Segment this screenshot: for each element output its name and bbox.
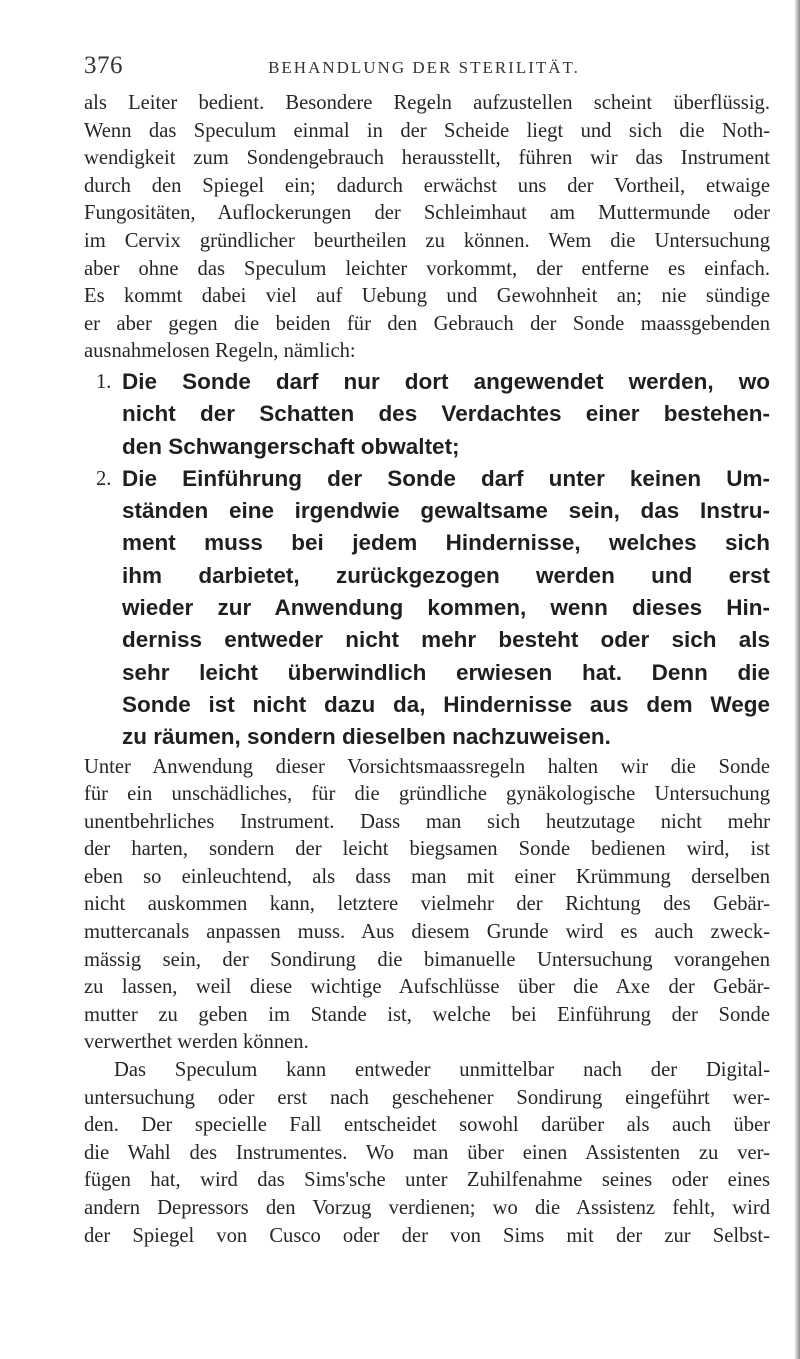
rule-line: Sonde ist nicht dazu da, Hindernisse aus dem Wege (122, 691, 770, 717)
text-line: Fungositäten, Auflockerungen der Schleimhaut am Muttermunde oder (84, 202, 770, 225)
rule-line: sehr leicht überwindlich erwiesen hat. Denn die (122, 659, 770, 685)
page-header (84, 52, 764, 86)
text-line: der Spiegel von Cusco oder der von Sims mit der zur Selbst- (84, 1224, 770, 1247)
rule-line: ment muss bei jedem Hindernisse, welches sich (122, 530, 770, 556)
rule-line: nicht der Schatten des Verdachtes einer bestehen- (122, 401, 770, 427)
text-line: aber ohne das Speculum leichter vorkommt, der entferne es einfach. (84, 257, 770, 280)
running-head: BEHANDLUNG DER STERILITÄT. (268, 58, 580, 77)
text-line: Das Speculum kann entweder unmittelbar nach der Digital- (114, 1059, 770, 1082)
rule-text: Die Einführung der Sonde darf unter keinen Um- (122, 465, 770, 491)
page-number: 376 (84, 52, 123, 79)
rule-line (84, 366, 770, 398)
text-line: fügen hat, wird das Sims'sche unter Zuhilfenahme seines oder eines (84, 1169, 770, 1192)
text-line: unentbehrliches Instrument. Dass man sich heutzutage nicht mehr (84, 810, 770, 833)
rule-line: ständen eine irgendwie gewaltsame sein, das Instru- (122, 498, 770, 524)
rule-line: zu räumen, sondern dieselben nachzuweisen. (122, 724, 611, 750)
text-line: mässig sein, der Sondirung die bimanuelle Untersuchung vorangehen (84, 948, 770, 971)
text-line: untersuchung oder erst nach geschehener Sondirung eingeführt wer- (84, 1086, 770, 1109)
text-line: im Cervix gründlicher beurtheilen zu können. Wem die Untersuchung (84, 229, 770, 252)
rule-line (84, 463, 770, 495)
text-line: durch den Spiegel ein; dadurch erwächst uns der Vortheil, etwaige (84, 174, 770, 197)
page-edge-shadow (794, 0, 800, 1359)
text-line: Unter Anwendung dieser Vorsichtsmaassregeln halten wir die Sonde (84, 755, 770, 778)
text-line: für ein unschädliches, für die gründliche gynäkologische Untersuchung (84, 783, 770, 806)
rule-number: 2. (96, 467, 112, 490)
text-line: Wenn das Speculum einmal in der Scheide liegt und sich die Noth- (84, 119, 770, 142)
text-line: mutter zu geben im Stande ist, welche bei Einführung der Sonde (84, 1003, 770, 1026)
text-line: die Wahl des Instrumentes. Wo man über einen Assistenten zu ver- (84, 1141, 770, 1164)
paragraph-1 (84, 90, 770, 366)
text-line: als Leiter bedient. Besondere Regeln aufzustellen scheint überflüssig. (84, 92, 770, 114)
paragraph-3 (84, 1057, 770, 1250)
text-line: verwerthet werden können. (84, 1031, 309, 1054)
rule-1 (84, 366, 770, 463)
text-line: wendigkeit zum Sondengebrauch herausstellt, führen wir das Instrument (84, 147, 770, 170)
text-line: andern Depressors den Vorzug verdienen; wo die Assistenz fehlt, wird (84, 1197, 770, 1219)
rule-2 (84, 463, 770, 754)
rule-line: derniss entweder nicht mehr besteht oder sich als (122, 627, 770, 653)
body-text (84, 90, 770, 1250)
text-line: ausnahmelosen Regeln, nämlich: (84, 340, 356, 363)
rule-number: 1. (96, 370, 112, 393)
text-line: muttercanals anpassen muss. Aus diesem Grunde wird es auch zweck- (84, 921, 770, 944)
rule-text: Die Sonde darf nur dort angewendet werden, wo (122, 368, 770, 394)
rule-line: wieder zur Anwendung kommen, wenn dieses Hin- (122, 595, 770, 621)
rule-line: ihm darbietet, zurückgezogen werden und erst (122, 562, 770, 588)
paragraph-2 (84, 754, 770, 1058)
text-line: er aber gegen die beiden für den Gebrauch der Sonde maassgebenden (84, 312, 770, 335)
text-line: Es kommt dabei viel auf Uebung und Gewohnheit an; nie sündige (84, 285, 770, 308)
text-line: der harten, sondern der leicht biegsamen Sonde bedienen wird, ist (84, 838, 770, 861)
text-line: den. Der specielle Fall entscheidet sowohl darüber als auch über (84, 1114, 770, 1137)
text-line: eben so einleuchtend, als dass man mit einer Krümmung derselben (84, 865, 770, 888)
text-line: nicht auskommen kann, letztere vielmehr der Richtung des Gebär- (84, 893, 770, 916)
text-line: zu lassen, weil diese wichtige Aufschlüsse über die Axe der Gebär- (84, 976, 770, 999)
rule-line: den Schwangerschaft obwaltet; (122, 433, 460, 459)
